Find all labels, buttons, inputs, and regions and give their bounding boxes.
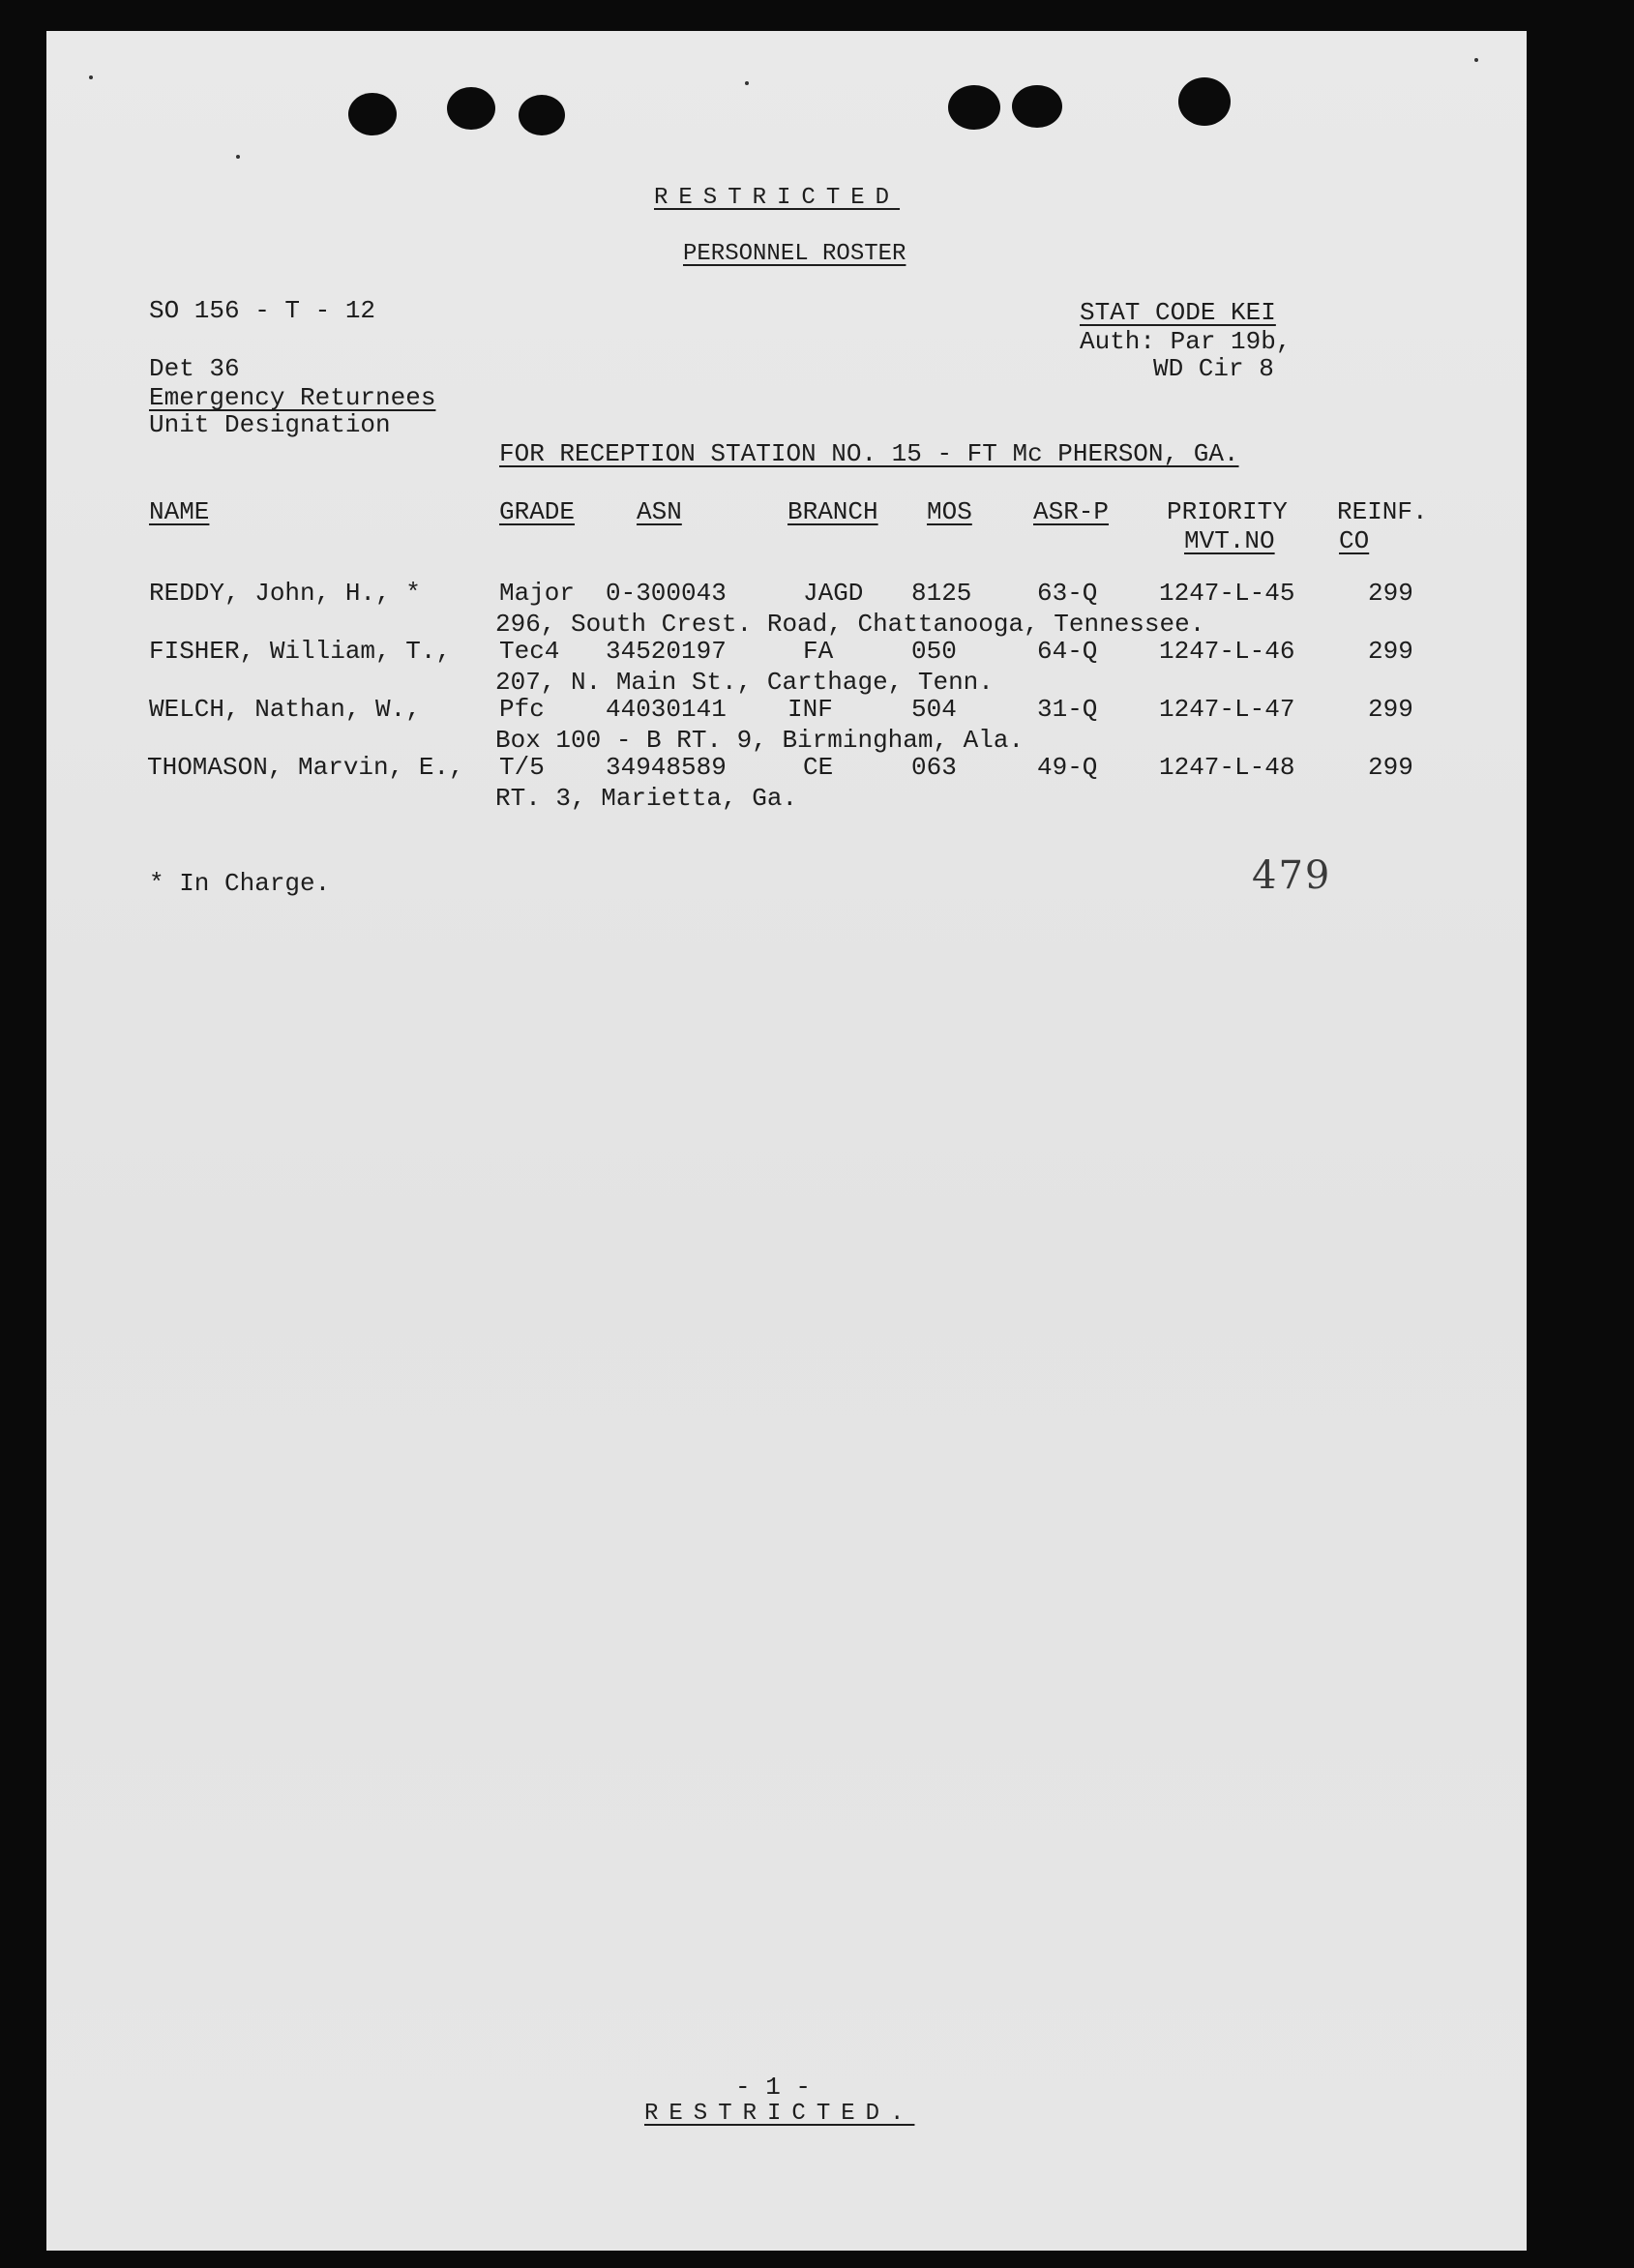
detachment: Det 36: [149, 354, 240, 383]
classification-bottom: RESTRICTED.: [644, 2101, 915, 2127]
unit-name: Emergency Returnees: [149, 383, 436, 412]
cell-grade: Tec4: [499, 637, 560, 666]
cell-asn: 34520197: [606, 637, 727, 666]
cell-priority: 1247-L-46: [1159, 637, 1295, 666]
document-page: [46, 31, 1527, 2251]
cell-grade: T/5: [499, 753, 545, 782]
col-asr: ASR-P: [1033, 497, 1110, 526]
cell-co: 299: [1368, 695, 1413, 724]
stat-code: STAT CODE KEI: [1080, 298, 1276, 327]
cell-asn: 0-300043: [606, 579, 727, 608]
cell-name: WELCH, Nathan, W.,: [149, 695, 421, 724]
cell-asr: 49-Q: [1037, 753, 1098, 782]
classification-top: RESTRICTED: [654, 185, 901, 211]
cell-asr: 63-Q: [1037, 579, 1098, 608]
cell-mos: 504: [911, 695, 957, 724]
col-branch: BRANCH: [787, 497, 878, 526]
punch-hole: [1012, 85, 1062, 128]
col-grade: GRADE: [499, 497, 576, 526]
cell-asn: 34948589: [606, 753, 727, 782]
punch-hole: [948, 85, 1000, 130]
cell-priority: 1247-L-48: [1159, 753, 1295, 782]
speck: [236, 155, 240, 159]
page-number: - 1 -: [735, 2073, 812, 2102]
stamped-number: 479: [1252, 853, 1332, 898]
punch-hole: [1178, 77, 1231, 126]
unit-designation-label: Unit Designation: [149, 410, 391, 439]
auth-line-2: WD Cir 8: [1153, 354, 1274, 383]
table-row: [46, 579, 1527, 608]
cell-name: REDDY, John, H., *: [149, 579, 421, 608]
cell-mos: 8125: [911, 579, 972, 608]
cell-branch: JAGD: [803, 579, 864, 608]
cell-grade: Pfc: [499, 695, 545, 724]
col-co: CO: [1339, 526, 1370, 555]
cell-name: THOMASON, Marvin, E.,: [147, 753, 464, 782]
col-mos: MOS: [927, 497, 972, 526]
col-reinf: REINF.: [1337, 497, 1428, 526]
table-row: [46, 695, 1527, 724]
cell-branch: CE: [803, 753, 834, 782]
footnote: * In Charge.: [149, 869, 331, 898]
order-reference: SO 156 - T - 12: [149, 296, 376, 325]
row-address: Box 100 - B RT. 9, Birmingham, Ala.: [495, 726, 1025, 755]
row-address: 296, South Crest. Road, Chattanooga, Tennessee.: [495, 610, 1205, 639]
cell-mos: 063: [911, 753, 957, 782]
col-asn: ASN: [637, 497, 682, 526]
destination-line: FOR RECEPTION STATION NO. 15 - FT Mc PHERSON, GA.: [499, 439, 1239, 468]
cell-priority: 1247-L-45: [1159, 579, 1295, 608]
auth-line-1: Auth: Par 19b,: [1080, 327, 1292, 356]
col-priority: PRIORITY: [1167, 497, 1288, 526]
cell-branch: FA: [803, 637, 834, 666]
table-row: [46, 637, 1527, 666]
punch-hole: [447, 87, 495, 130]
cell-co: 299: [1368, 579, 1413, 608]
document-title: PERSONNEL ROSTER: [683, 241, 906, 267]
cell-mos: 050: [911, 637, 957, 666]
cell-asn: 44030141: [606, 695, 727, 724]
cell-priority: 1247-L-47: [1159, 695, 1295, 724]
cell-asr: 31-Q: [1037, 695, 1098, 724]
cell-co: 299: [1368, 753, 1413, 782]
row-address: 207, N. Main St., Carthage, Tenn.: [495, 668, 994, 697]
speck: [1474, 58, 1478, 62]
cell-asr: 64-Q: [1037, 637, 1098, 666]
col-mvt-no: MVT.NO: [1184, 526, 1275, 555]
speck: [89, 75, 93, 79]
cell-co: 299: [1368, 637, 1413, 666]
row-address: RT. 3, Marietta, Ga.: [495, 784, 798, 813]
col-name: NAME: [149, 497, 210, 526]
speck: [745, 81, 749, 85]
punch-hole: [348, 93, 397, 135]
cell-branch: INF: [787, 695, 833, 724]
cell-grade: Major: [499, 579, 576, 608]
punch-hole: [519, 95, 565, 135]
table-row: [46, 753, 1527, 782]
cell-name: FISHER, William, T.,: [149, 637, 452, 666]
